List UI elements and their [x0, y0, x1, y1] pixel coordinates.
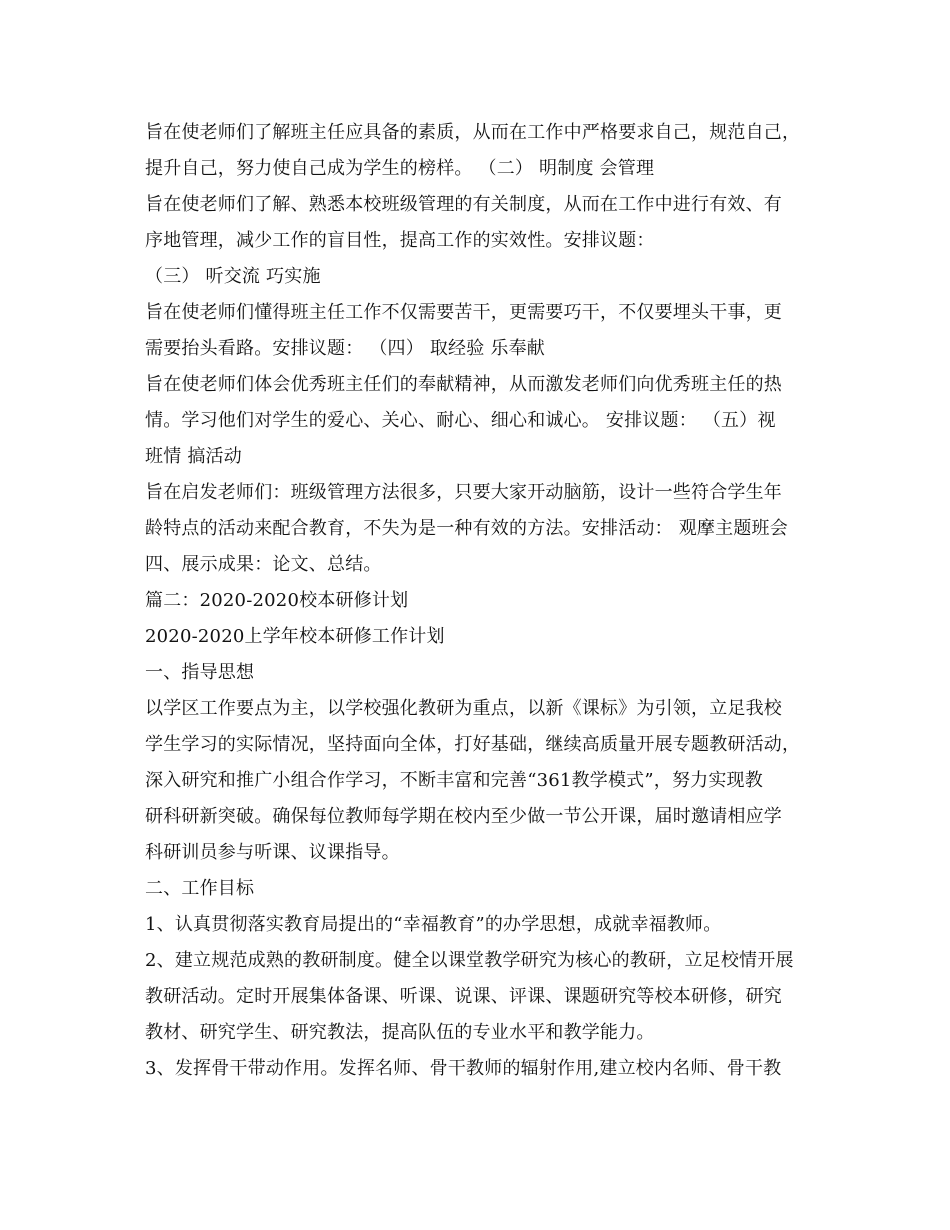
- text-line: 以学区工作要点为主，以学校强化教研为重点，以新《课标》为引领，立足我校: [145, 698, 782, 719]
- text-line: 班情 搞活动: [145, 446, 242, 467]
- text-line: 旨在使老师们体会优秀班主任们的奉献精神，从而激发老师们向优秀班主任的热: [145, 374, 782, 395]
- section-heading: 二、工作目标: [145, 878, 255, 899]
- text-line: 情。学习他们对学生的爱心、关心、耐心、细心和诚心。 安排议题： （五）视: [145, 410, 776, 431]
- text-line: 旨在使老师们懂得班主任工作不仅需要苦干，更需要巧干，不仅要埋头干事，更: [145, 302, 782, 323]
- text-line: 旨在启发老师们：班级管理方法很多，只要大家开动脑筋，设计一些符合学生年: [145, 482, 782, 503]
- text-line: 教材、研究学生、研究教法，提高队伍的专业水平和教学能力。: [145, 1022, 655, 1043]
- text-line: 序地管理，减少工作的盲目性，提高工作的实效性。安排议题：: [145, 230, 655, 251]
- text-line: 研科研新突破。确保每位教师每学期在校内至少做一节公开课，届时邀请相应学: [145, 806, 782, 827]
- text-line: 龄特点的活动来配合教育，不失为是一种有效的方法。安排活动： 观摩主题班会: [145, 518, 788, 539]
- list-item: 2、建立规范成熟的教研制度。健全以课堂教学研究为核心的教研，立足校情开展: [145, 950, 794, 971]
- document-body: [145, 115, 810, 1087]
- list-item: 3、发挥骨干带动作用。发挥名师、骨干教师的辐射作用,建立校内名师、骨干教: [145, 1058, 782, 1079]
- text-line: 提升自己，努力使自己成为学生的榜样。 （二） 明制度 会管理: [145, 158, 655, 179]
- text-line: 教研活动。定时开展集体备课、听课、说课、评课、课题研究等校本研修，研究: [145, 986, 782, 1007]
- text-line: 深入研究和推广小组合作学习，不断丰富和完善“361教学模式”，努力实现教: [145, 770, 763, 791]
- list-item: 1、认真贯彻落实教育局提出的“幸福教育”的办学思想，成就幸福教师。: [145, 914, 722, 935]
- text-line: 旨在使老师们了解、熟悉本校班级管理的有关制度，从而在工作中进行有效、有: [145, 194, 782, 215]
- text-line: 科研训员参与听课、议课指导。: [145, 842, 400, 863]
- section-heading: 四、展示成果：论文、总结。: [145, 554, 382, 575]
- plan-title: 2020-2020上学年校本研修工作计划: [145, 626, 445, 647]
- section-heading: （三） 听交流 巧实施: [145, 266, 321, 287]
- text-line: 需要抬头看路。安排议题： （四） 取经验 乐奉献: [145, 338, 545, 359]
- text-line: 旨在使老师们了解班主任应具备的素质，从而在工作中严格要求自己，规范自己，: [145, 122, 801, 143]
- chapter-title: 篇二：2020-2020校本研修计划: [145, 590, 409, 611]
- text-line: 学生学习的实际情况，坚持面向全体，打好基础，继续高质量开展专题教研活动，: [145, 734, 801, 755]
- section-heading: 一、指导思想: [145, 662, 255, 683]
